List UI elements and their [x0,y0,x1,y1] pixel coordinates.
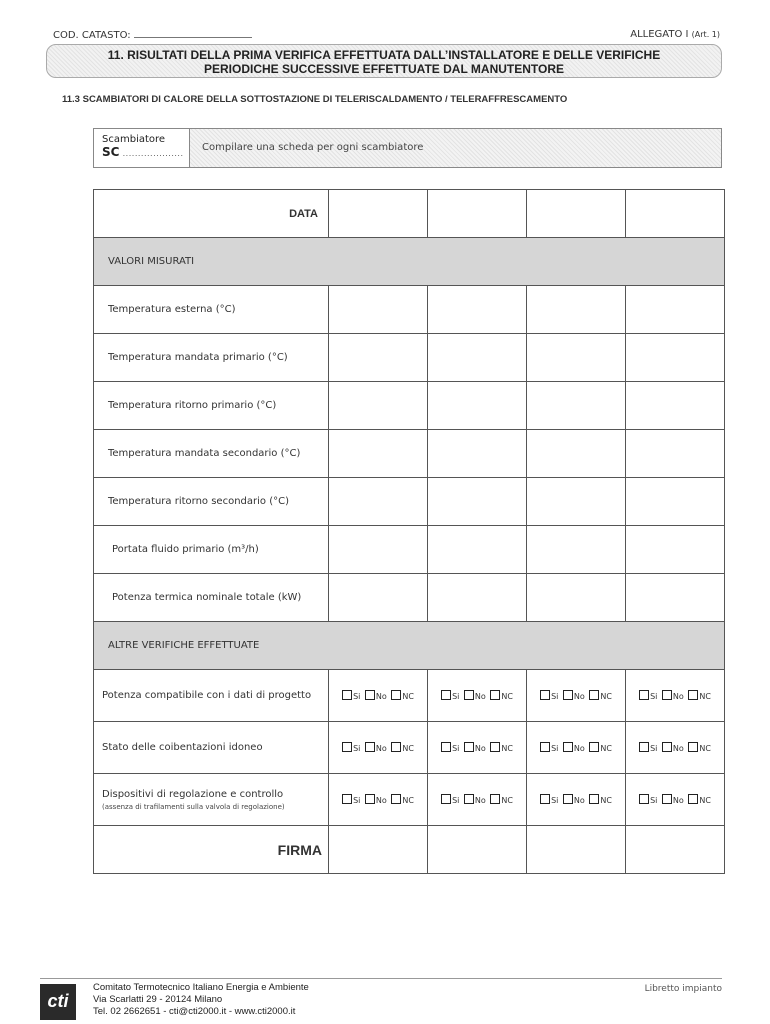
footer-contacts: Tel. 02 2662651 - cti@cti2000.it - www.cti2000.it [93,1006,296,1017]
measure-row [94,334,725,382]
value-cell[interactable] [329,286,428,334]
option-group [428,774,527,826]
value-cell[interactable] [329,526,428,574]
check-row [94,670,725,722]
value-cell[interactable] [329,478,428,526]
checkbox-nc[interactable] [391,690,401,700]
checkbox-nc[interactable] [688,690,698,700]
subheading: 11.3 SCAMBIATORI DI CALORE DELLA SOTTOSTAZIONE DI TELERISCALDAMENTO / TELERAFFRESCAMENTO [62,94,568,105]
option-no-label: No [573,796,585,805]
altre-section-row [94,622,725,670]
signature-cell[interactable] [329,826,428,874]
checkbox-no[interactable] [662,690,672,700]
value-cell[interactable] [329,430,428,478]
option-nc-label: NC [699,744,711,753]
checkbox-si[interactable] [441,690,451,700]
option-no-label: No [474,744,486,753]
check-row [94,722,725,774]
measure-row [94,430,725,478]
option-group [626,670,725,722]
row-label: Temperatura mandata secondario (°C) [94,430,329,478]
scambiatore-id [94,129,190,167]
date-row [94,190,725,238]
firma-row [94,826,725,874]
check-row [94,774,725,826]
data-label: DATA [94,190,329,238]
option-no-label: No [474,692,486,701]
checkbox-nc[interactable] [391,794,401,804]
checkbox-nc[interactable] [589,690,599,700]
scambiatore-label: Scambiatore [102,134,166,145]
checkbox-si[interactable] [441,794,451,804]
checkbox-no[interactable] [365,690,375,700]
check-label: Dispositivi di regolazione e controllo [102,788,284,800]
checkbox-no[interactable] [464,794,474,804]
firma-label: FIRMA [94,826,329,874]
value-cell[interactable] [527,430,626,478]
allegato [630,29,720,40]
option-no-label: No [375,692,387,701]
checkbox-nc[interactable] [490,742,500,752]
option-nc-label: NC [600,744,612,753]
checkbox-no[interactable] [563,690,573,700]
checkbox-no[interactable] [365,742,375,752]
option-si-label: Si [452,744,460,753]
allegato-ref: (Art. 1) [691,30,720,39]
option-si-label: Si [551,796,559,805]
checkbox-nc[interactable] [391,742,401,752]
value-cell[interactable] [329,334,428,382]
checkbox-no[interactable] [464,742,474,752]
option-no-label: No [573,692,585,701]
altre-verifiche-heading: ALTRE VERIFICHE EFFETTUATE [94,622,725,670]
checkbox-no[interactable] [563,742,573,752]
value-cell[interactable] [428,334,527,382]
option-nc-label: NC [402,744,414,753]
value-cell[interactable] [428,526,527,574]
option-group [527,774,626,826]
date-cell[interactable] [329,190,428,238]
checkbox-nc[interactable] [589,742,599,752]
option-group [428,722,527,774]
banner-line-1: 11. RISULTATI DELLA PRIMA VERIFICA EFFETTUATA DALL’INSTALLATORE E DELLE VERIFICHE [107,48,661,62]
value-cell[interactable] [428,430,527,478]
value-cell[interactable] [626,382,725,430]
option-group [329,722,428,774]
option-nc-label: NC [600,692,612,701]
banner-line-2: PERIODICHE SUCCESSIVE EFFETTUATE DAL MANUTENTORE [203,62,565,76]
option-group [527,670,626,722]
option-no-label: No [474,796,486,805]
value-cell[interactable] [626,430,725,478]
check-row-label [94,722,329,774]
check-row-label [94,774,329,826]
value-cell[interactable] [329,382,428,430]
checkbox-nc[interactable] [688,742,698,752]
value-cell[interactable] [626,334,725,382]
option-nc-label: NC [501,796,513,805]
scambiatore-instruction: Compilare una scheda per ogni scambiatore [190,129,721,167]
row-label: Temperatura mandata primario (°C) [94,334,329,382]
footer-contact [93,982,309,1018]
option-nc-label: NC [699,692,711,701]
checkbox-no[interactable] [662,794,672,804]
value-cell[interactable] [626,286,725,334]
option-si-label: Si [452,692,460,701]
option-group [626,774,725,826]
checkbox-si[interactable] [342,794,352,804]
option-no-label: No [672,692,684,701]
option-nc-label: NC [501,744,513,753]
option-si-label: Si [551,744,559,753]
allegato-label: ALLEGATO I [630,29,689,40]
checkbox-si[interactable] [639,794,649,804]
value-cell[interactable] [626,574,725,622]
option-no-label: No [375,796,387,805]
signature-cell[interactable] [626,826,725,874]
option-si-label: Si [353,744,361,753]
checkbox-si[interactable] [540,742,550,752]
checkbox-nc[interactable] [490,690,500,700]
date-cell[interactable] [626,190,725,238]
checkbox-si[interactable] [540,690,550,700]
value-cell[interactable] [428,286,527,334]
value-cell[interactable] [626,478,725,526]
option-nc-label: NC [600,796,612,805]
signature-cell[interactable] [428,826,527,874]
valori-misurati-heading: VALORI MISURATI [94,238,725,286]
checkbox-si[interactable] [441,742,451,752]
option-no-label: No [672,744,684,753]
row-label: Temperatura ritorno secondario (°C) [94,478,329,526]
option-nc-label: NC [402,796,414,805]
measure-row [94,574,725,622]
check-row-label [94,670,329,722]
checkbox-si[interactable] [639,742,649,752]
value-cell[interactable] [527,334,626,382]
checkbox-no[interactable] [662,742,672,752]
option-no-label: No [573,744,585,753]
date-cell[interactable] [428,190,527,238]
scambiatore-box [93,128,722,168]
measure-row [94,478,725,526]
footer-org: Comitato Termotecnico Italiano Energia e Ambiente [93,982,309,993]
cod-catasto-field[interactable] [134,28,252,38]
measure-row [94,526,725,574]
option-si-label: Si [452,796,460,805]
option-nc-label: NC [402,692,414,701]
checkbox-nc[interactable] [688,794,698,804]
value-cell[interactable] [329,574,428,622]
footer-address: Via Scarlatti 29 - 20124 Milano [93,994,223,1005]
option-si-label: Si [551,692,559,701]
check-label: Stato delle coibentazioni idoneo [102,742,263,753]
option-nc-label: NC [501,692,513,701]
checkbox-no[interactable] [464,690,474,700]
option-group [626,722,725,774]
check-note: (assenza di trafilamenti sulla valvola di regolazione) [102,802,285,811]
option-si-label: Si [650,692,658,701]
checkbox-si[interactable] [540,794,550,804]
valori-section-row [94,238,725,286]
row-label: Temperatura esterna (°C) [94,286,329,334]
cod-catasto-label: COD. CATASTO: [53,30,131,41]
value-cell[interactable] [428,574,527,622]
value-cell[interactable] [527,526,626,574]
row-label: Portata fluido primario (m³/h) [94,526,329,574]
option-si-label: Si [650,796,658,805]
option-si-label: Si [353,692,361,701]
measure-row [94,382,725,430]
footer-doc-name: Libretto impianto [644,984,722,994]
value-cell[interactable] [428,478,527,526]
checkbox-nc[interactable] [589,794,599,804]
check-label: Potenza compatibile con i dati di progetto [102,690,312,701]
value-cell[interactable] [626,526,725,574]
checkbox-no[interactable] [365,794,375,804]
cod-catasto [53,28,252,41]
option-group [527,722,626,774]
footer-divider [40,978,722,979]
row-label: Temperatura ritorno primario (°C) [94,382,329,430]
measure-row [94,286,725,334]
option-group [329,670,428,722]
option-group [428,670,527,722]
option-group [329,774,428,826]
scambiatore-code: SC [102,145,120,159]
option-si-label: Si [650,744,658,753]
row-label: Potenza termica nominale totale (kW) [94,574,329,622]
checkbox-si[interactable] [342,742,352,752]
option-si-label: Si [353,796,361,805]
verification-table [93,189,725,874]
date-cell[interactable] [527,190,626,238]
value-cell[interactable] [527,478,626,526]
signature-cell[interactable] [527,826,626,874]
checkbox-si[interactable] [342,690,352,700]
cti-logo: cti [40,984,76,1020]
scambiatore-code-field[interactable]: .................... [122,149,184,158]
value-cell[interactable] [527,574,626,622]
checkbox-nc[interactable] [490,794,500,804]
checkbox-no[interactable] [563,794,573,804]
value-cell[interactable] [428,382,527,430]
option-no-label: No [672,796,684,805]
value-cell[interactable] [527,286,626,334]
value-cell[interactable] [527,382,626,430]
option-no-label: No [375,744,387,753]
section-banner [46,44,722,78]
option-nc-label: NC [699,796,711,805]
checkbox-si[interactable] [639,690,649,700]
